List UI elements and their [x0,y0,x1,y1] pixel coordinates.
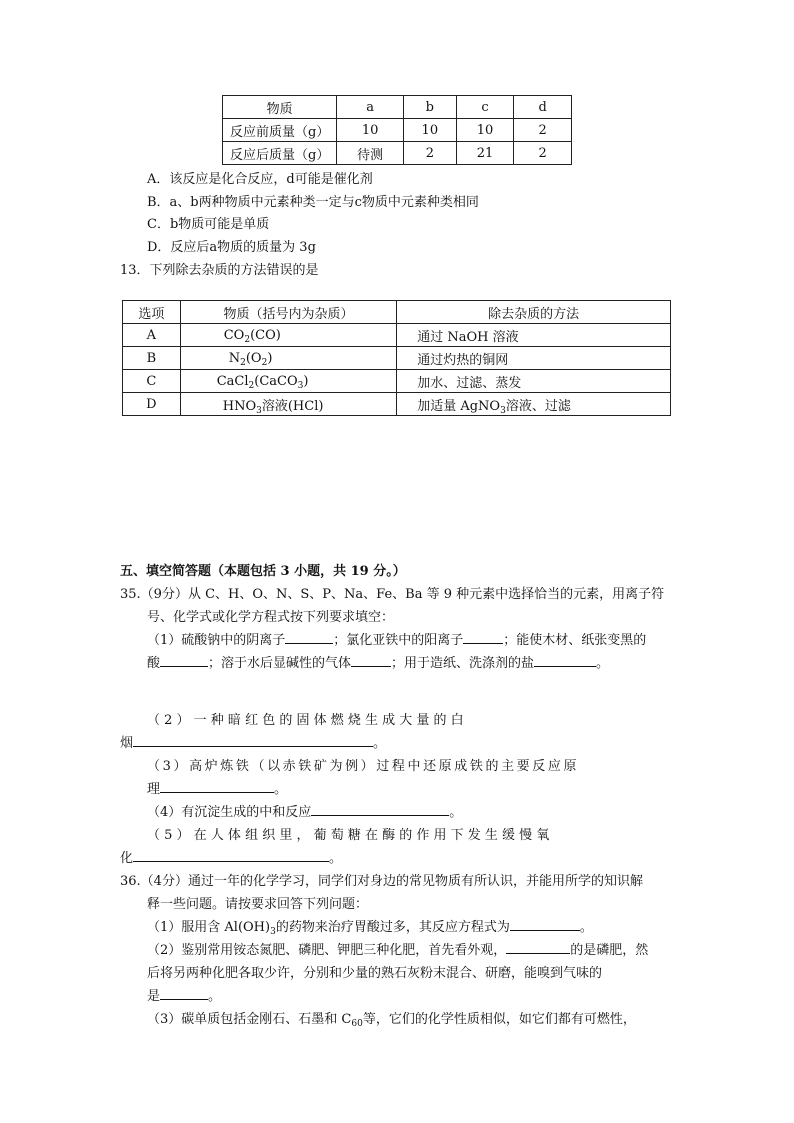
question-35-line1: 35.（9分）从 C、H、O、N、S、P、Na、Fe、Ba 等 9 种元素中选择恰当的元素，用离子符 [120,587,665,602]
option-b: B．a、b两种物质中元素种类一定与c物质中元素种类相同 [147,195,479,210]
table-row [223,96,572,119]
formula-text: CO [223,327,245,343]
answer-blank[interactable] [160,985,208,1000]
table-cell: 反应前质量（g） [223,119,337,142]
text: （4）有沉淀生成的中和反应 [147,805,312,820]
answer-blank[interactable] [133,732,373,747]
text: 。 [208,989,222,1004]
table-cell: 2 [514,142,572,165]
table-cell: 21 [456,142,514,165]
text: 烟 [120,736,134,751]
text: （2）鉴别常用铵态氮肥、磷肥、钾肥三种化肥，首先看外观， [147,943,507,958]
text: （1）硫酸钠中的阴离子 [147,633,286,648]
answer-blank[interactable] [160,652,208,667]
table-cell [397,393,671,416]
text: 。 [373,736,387,751]
mass-table [222,95,572,165]
table-cell: 加水、过滤、蒸发 [397,370,671,393]
formula-text: CaCl [216,373,249,389]
question-36-line1: 36.（4分）通过一年的化学学习，同学们对身边的常见物质有所认识，并能用所学的知识解 [120,874,643,889]
q35-part2-line2 [120,732,386,751]
formula-text: N [228,350,241,366]
text: 是 [147,989,161,1004]
impurity-table [122,300,671,416]
formula-text: (CaCO [254,373,298,389]
q36-part2-line3 [147,985,221,1004]
formula-subscript: 3 [256,405,262,416]
table-cell [180,370,396,393]
q35-part1-line2 [147,652,609,671]
formula-text: ) [303,373,309,389]
table-header: 物质（括号内为杂质） [180,301,396,324]
section-title: 五、填空简答题（本题包括 3 小题，共 19 分。） [120,564,406,579]
table-row [123,347,671,370]
q35-part2-line1: （ 2 ） 一 种 暗 红 色 的 固 体 燃 烧 生 成 大 量 的 白 [147,713,464,728]
table-header: 物质 [223,96,337,119]
formula-subscript: 3 [297,380,304,391]
text: 。 [596,656,610,671]
formula-text: (CO) [250,327,281,343]
table-header: b [403,96,456,119]
table-row [223,119,572,142]
text: 。 [329,851,343,866]
q36-part2-line2: 后将另两种化肥各取少许，分别和少量的熟石灰粉末混合、研磨，能嗅到气味的 [147,966,603,981]
table-cell: 10 [403,119,456,142]
text: 的是磷肥，然 [570,943,649,958]
table-cell: A [123,324,181,347]
q36-part1 [147,916,593,935]
text: 的药物来治疗胃酸过多，其反应方程式为 [275,920,510,935]
question-36-line2: 释一些问题。请按要求回答下列问题： [147,897,369,912]
text: 。 [274,782,288,797]
option-d: D．反应后a物质的质量为 3g [147,240,316,255]
text: 。 [449,805,463,820]
answer-blank[interactable] [133,847,329,862]
answer-blank[interactable] [510,916,580,931]
formula-subscript: 2 [244,334,251,345]
formula-subscript: 3 [270,927,276,937]
formula-text: HNO [222,398,257,414]
text: （1）服用含 Al(OH) [147,920,271,935]
table-cell [180,324,396,347]
method-text: 溶液、过滤 [505,398,571,414]
formula-subscript: 2 [240,357,246,368]
table-row [123,393,671,416]
table-cell: 待测 [337,142,404,165]
q35-part4 [147,801,462,820]
answer-blank[interactable] [285,629,333,644]
table-cell [180,347,396,370]
text: 理 [147,782,161,797]
table-cell: B [123,347,181,370]
option-c: C．b物质可能是单质 [147,217,270,232]
q35-part1-line1 [147,629,646,648]
table-cell: 2 [514,119,572,142]
table-cell [180,393,396,416]
answer-blank[interactable] [351,652,391,667]
table-cell: 反应后质量（g） [223,142,337,165]
formula-subscript: 60 [351,1019,363,1029]
text: 酸 [147,656,161,671]
table-header: 除去杂质的方法 [397,301,671,324]
table-row [223,142,572,165]
q35-part3-line1: （3）高炉炼铁（以赤铁矿为例）过程中还原成铁的主要反应原 [147,759,580,774]
table-header: d [514,96,572,119]
table-header: 选项 [123,301,181,324]
table-row [123,370,671,393]
text: ；溶于水后显碱性的气体 [208,656,352,671]
table-row [123,301,671,324]
formula-text: ) [267,350,273,366]
table-cell: 10 [337,119,404,142]
table-cell: 通过 NaOH 溶液 [397,324,671,347]
q36-part3 [147,1008,636,1027]
table-header: c [456,96,514,119]
formula-text: (O [245,350,262,366]
q35-part3-line2 [147,778,287,797]
answer-blank[interactable] [506,939,570,954]
text: ；用于造纸、洗涤剂的盐 [391,656,535,671]
table-cell: D [123,393,181,416]
table-row [123,324,671,347]
table-cell: 2 [403,142,456,165]
text: （3）碳单质包括金刚石、石墨和 C [147,1012,352,1027]
question-35-line2: 号、化学式或化学方程式按下列要求填空： [147,610,395,625]
answer-blank[interactable] [311,801,449,816]
formula-text: 溶液(HCl) [261,398,324,414]
table-cell: 通过灼热的铜网 [397,347,671,370]
q36-part2-line1 [147,939,648,958]
text: ；氯化亚铁中的阳离子 [333,633,464,648]
table-header: a [337,96,404,119]
text: ；能使木材、纸张变黑的 [503,633,647,648]
method-text: 加适量 AgNO [417,398,501,414]
text: 等，它们的化学性质相似，如它们都有可燃性， [362,1012,636,1027]
question-13-stem: 13．下列除去杂质的方法错误的是 [120,263,319,278]
formula-subscript: 3 [500,405,506,416]
answer-blank[interactable] [534,652,596,667]
option-a: A．该反应是化合反应，d可能是催化剂 [147,172,373,187]
formula-subscript: 2 [261,357,268,368]
text: 化 [120,851,134,866]
formula-subscript: 2 [248,380,255,391]
q35-part5-line1: （ 5 ） 在 人 体 组 织 里 ， 葡 萄 糖 在 酶 的 作 用 下 发 生 缓 慢 氧 [147,828,550,843]
table-cell: 10 [456,119,514,142]
q35-part5-line2 [120,847,342,866]
answer-blank[interactable] [463,629,503,644]
text: 。 [579,920,593,935]
answer-blank[interactable] [160,778,274,793]
table-cell: C [123,370,181,393]
